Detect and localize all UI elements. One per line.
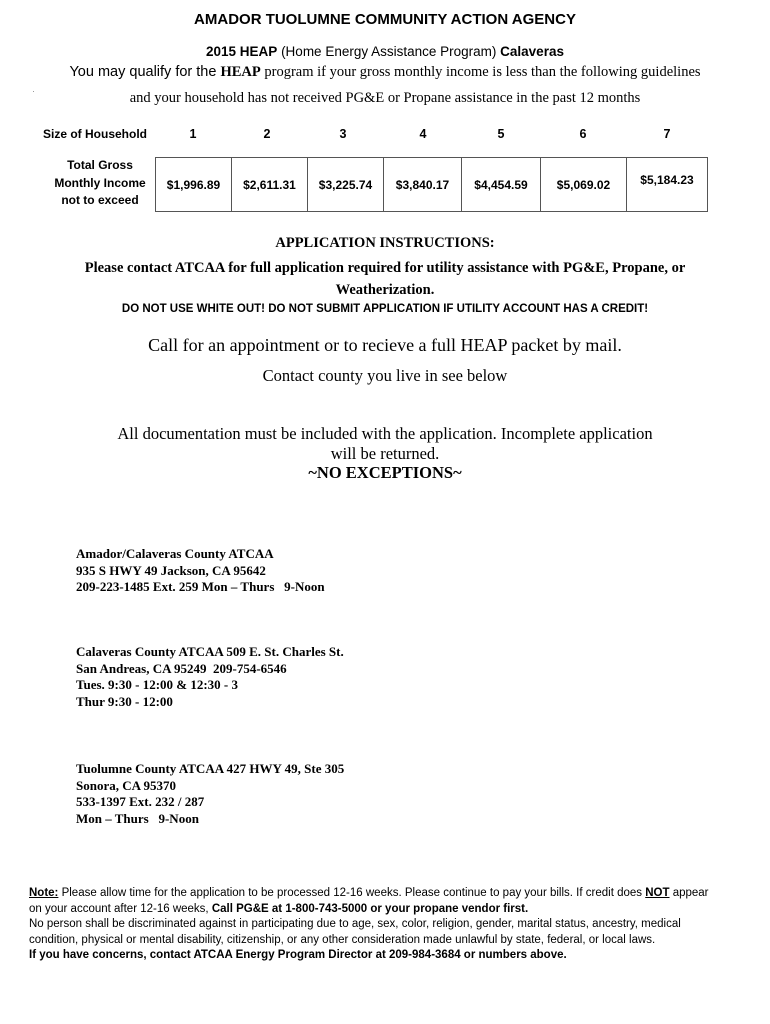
program-full-name: (Home Energy Assistance Program) bbox=[277, 44, 501, 59]
qualify-prefix: You may qualify for the bbox=[69, 64, 221, 80]
instructions-body bbox=[0, 257, 770, 301]
income-limit-label-line-2: Monthly Income bbox=[54, 175, 146, 190]
program-subtitle bbox=[0, 44, 770, 59]
instructions-heading: APPLICATION INSTRUCTIONS: bbox=[275, 235, 495, 251]
income-limit-label-line-1: Total Gross bbox=[67, 158, 133, 172]
household-size-label: Size of Household bbox=[43, 127, 148, 141]
income-limit-value: $4,454.59 bbox=[474, 178, 528, 192]
county-label: Calaveras bbox=[500, 44, 564, 59]
income-limit-value: $3,840.17 bbox=[395, 178, 450, 192]
household-size-5: 5 bbox=[497, 127, 505, 141]
income-limit-value: $3,225.74 bbox=[318, 178, 373, 192]
household-size-6: 6 bbox=[579, 127, 587, 141]
documentation-requirement bbox=[0, 424, 770, 464]
income-limit-label-line-3: not to exceed bbox=[61, 193, 139, 207]
income-limit-grid bbox=[155, 157, 708, 212]
household-size-2: 2 bbox=[263, 127, 271, 141]
documentation-line-2: will be returned. bbox=[330, 444, 440, 463]
note-processing-text: Please allow time for the application to be processed 12-16 weeks. Please continue to pay your bills. If credit does bbox=[58, 887, 646, 899]
income-limit-cell bbox=[540, 157, 627, 212]
income-limit-cell bbox=[155, 157, 232, 212]
program-year-label: 2015 HEAP bbox=[206, 44, 278, 59]
note-appear-text: appear bbox=[669, 887, 709, 899]
household-size-3: 3 bbox=[339, 127, 347, 141]
income-limit-cell bbox=[383, 157, 462, 212]
office-block-amador-calaveras bbox=[76, 546, 325, 596]
office-line: Sonora, CA 95370 bbox=[76, 777, 177, 793]
note-line-4: condition, physical or mental disability, citizenship, or any other consideration made unlawful by state, federal, or local laws. bbox=[29, 933, 656, 946]
household-size-1: 1 bbox=[189, 127, 197, 141]
whiteout-warning: DO NOT USE WHITE OUT! DO NOT SUBMIT APPLICATION IF UTILITY ACCOUNT HAS A CREDIT! bbox=[121, 303, 649, 315]
qualify-suffix: program if your gross monthly income is less than the following guidelines bbox=[260, 64, 701, 80]
office-line: 209-223-1485 Ext. 259 Mon – Thurs 9-Noon bbox=[76, 579, 325, 594]
income-limit-value: $5,184.23 bbox=[640, 173, 694, 187]
instructions-line-2: Weatherization. bbox=[335, 282, 435, 298]
office-line: San Andreas, CA 95249 209-754-6546 bbox=[76, 660, 287, 676]
income-limit-value: $1,996.89 bbox=[166, 178, 221, 192]
income-limit-value: $5,069.02 bbox=[556, 178, 611, 192]
income-limit-cell bbox=[461, 157, 541, 212]
note-call-pge: Call PG&E at 1-800-743-5000 or your propane vendor first. bbox=[211, 902, 529, 915]
qualify-statement bbox=[0, 64, 770, 81]
note-label: Note: bbox=[29, 887, 59, 899]
income-limit-value: $2,611.31 bbox=[243, 178, 296, 192]
income-limit-cell bbox=[307, 157, 384, 212]
income-limit-label bbox=[45, 157, 155, 210]
office-line: 935 S HWY 49 Jackson, CA 95642 bbox=[76, 562, 266, 578]
contact-county-instruction: Contact county you live in see below bbox=[262, 366, 508, 385]
office-line: Calaveras County ATCAA 509 E. St. Charles St. bbox=[76, 644, 344, 659]
household-size-7: 7 bbox=[663, 127, 671, 141]
footer-note bbox=[29, 886, 744, 964]
heap-emphasis: HEAP bbox=[220, 64, 261, 80]
appointment-instruction: Call for an appointment or to recieve a full HEAP packet by mail. bbox=[148, 335, 622, 355]
note-line-3: No person shall be discriminated against in participating due to age, sex, color, religion, gender, marital status, ancestry, medical bbox=[29, 918, 681, 930]
note-line-2 bbox=[29, 902, 744, 918]
office-line: Thur 9:30 - 12:00 bbox=[76, 693, 173, 709]
note-account-text: on your account after 12-16 weeks, bbox=[29, 902, 212, 915]
income-limit-cell bbox=[626, 157, 708, 212]
note-line-1 bbox=[29, 886, 744, 902]
instructions-line-1: Please contact ATCAA for full application required for utility assistance with PG&E, Propane, or bbox=[84, 260, 686, 276]
office-line: 533-1397 Ext. 232 / 287 bbox=[76, 794, 205, 809]
documentation-line-1: All documentation must be included with the application. Incomplete application bbox=[117, 424, 653, 443]
office-block-tuolumne bbox=[76, 761, 344, 827]
note-line-5: If you have concerns, contact ATCAA Energy Program Director at 209-984-3684 or numbers above. bbox=[29, 949, 567, 961]
office-line: Tues. 9:30 - 12:00 & 12:30 - 3 bbox=[76, 677, 239, 692]
no-exceptions-notice: ~NO EXCEPTIONS~ bbox=[308, 463, 462, 482]
office-line: Mon – Thurs 9-Noon bbox=[76, 810, 199, 826]
income-limit-cell bbox=[231, 157, 308, 212]
note-not-emphasis: NOT bbox=[645, 887, 670, 899]
office-line: Amador/Calaveras County ATCAA bbox=[76, 546, 274, 561]
office-block-calaveras bbox=[76, 644, 344, 710]
office-line: Tuolumne County ATCAA 427 HWY 49, Ste 305 bbox=[76, 761, 345, 776]
page-title: AMADOR TUOLUMNE COMMUNITY ACTION AGENCY bbox=[194, 11, 576, 28]
household-size-4: 4 bbox=[419, 127, 427, 141]
household-condition: and your household has not received PG&E or Propane assistance in the past 12 months bbox=[129, 90, 641, 106]
